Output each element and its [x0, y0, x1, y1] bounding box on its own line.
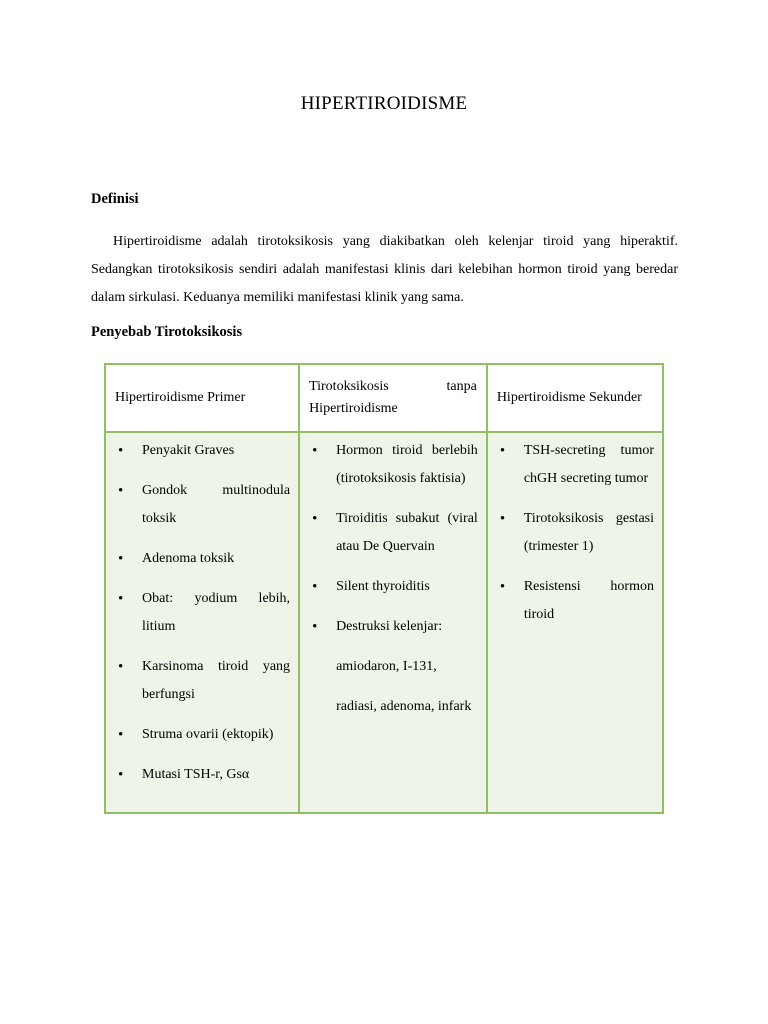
list-item: • Karsinoma tiroid yang berfungsi — [114, 653, 290, 709]
list-item: • Obat: yodium lebih, litium — [114, 585, 290, 641]
list-item: • Tiroiditis subakut (viral atau De Quervain — [308, 505, 478, 561]
causes-table — [104, 363, 664, 814]
definition-heading: Definisi — [91, 191, 139, 207]
list-item: • Hormon tiroid berlebih (tirotoksikosis faktisia) — [308, 437, 478, 493]
causes-heading: Penyebab Tirotoksikosis — [91, 324, 243, 340]
document-title: HIPERTIROIDISME — [300, 93, 468, 114]
list-item: • Tirotoksikosis gestasi (trimester 1) — [496, 505, 654, 561]
table-body-row — [106, 433, 662, 812]
secondary-cell — [486, 433, 662, 812]
list-item-continuation: radiasi, adenoma, infark — [336, 699, 472, 714]
list-item: • Gondok multinodula toksik — [114, 477, 290, 533]
list-item: • Destruksi kelenjar: — [308, 613, 478, 641]
list-item: • Mutasi TSH-r, Gsα — [114, 761, 290, 789]
table-header-row — [106, 365, 662, 433]
column-header-secondary: Hipertiroidisme Sekunder — [486, 365, 662, 433]
list-item-continuation: amiodaron, I-131, — [336, 659, 437, 674]
without-hyperthyroidism-cell — [298, 433, 486, 812]
primary-cell — [106, 433, 298, 812]
column-header-without-hyperthyroidism: Tirotoksikosis tanpa Hipertiroidisme — [298, 365, 486, 433]
primary-list — [114, 437, 290, 789]
list-item: • Resistensi hormon tiroid — [496, 573, 654, 629]
without-hyperthyroidism-list — [308, 437, 478, 721]
list-item: • Penyakit Graves — [114, 437, 290, 465]
list-item: • Adenoma toksik — [114, 545, 290, 573]
list-item: • Struma ovarii (ektopik) — [114, 721, 290, 749]
list-item: • TSH-secreting tumor chGH secreting tumor — [496, 437, 654, 493]
secondary-list — [496, 437, 654, 629]
column-header-primary: Hipertiroidisme Primer — [106, 365, 298, 433]
definition-paragraph: Hipertiroidisme adalah tirotoksikosis yang diakibatkan oleh kelenjar tiroid yang hiperaktif. Sedangkan tirotoksikosis sendiri adalah manifestasi klinis dari kelebihan hormon tiroid yang beredar dalam sirkulasi. Keduanya memiliki manifestasi klinik yang sama. — [91, 234, 678, 305]
list-item: • Silent thyroiditis — [308, 573, 478, 601]
